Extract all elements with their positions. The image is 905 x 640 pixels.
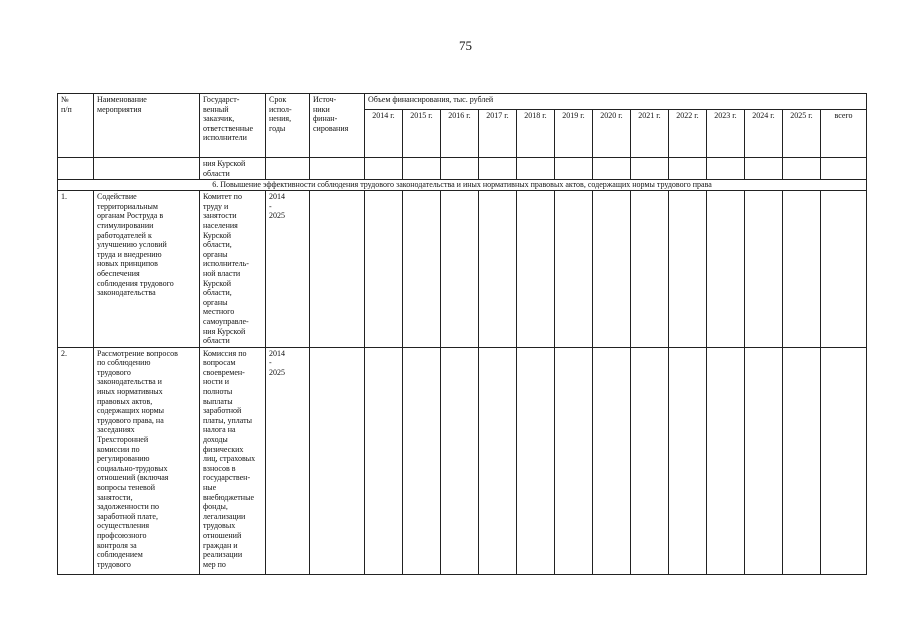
page-number: 75 xyxy=(459,38,472,53)
measure-num: 2. xyxy=(58,347,94,574)
measure-name: Содействие территориальным органам Роструда в стимулировании работодателей к улучшению условий труда и внедрению новых принципов обеспечения соблюдения трудового законодательства xyxy=(94,191,200,348)
header-customer: Государст- венный заказчик, ответственные исполнители xyxy=(200,94,266,158)
header-year: 2016 г. xyxy=(441,110,479,158)
table-row xyxy=(58,191,867,348)
header-volume: Объем финансирования, тыс. рублей xyxy=(365,94,867,110)
header-sources: Источ- ники финан- сирования xyxy=(310,94,365,158)
measure-num: 1. xyxy=(58,191,94,348)
header-year: 2015 г. xyxy=(403,110,441,158)
header-total: всего xyxy=(821,110,867,158)
header-year: 2025 г. xyxy=(783,110,821,158)
header-year: 2022 г. xyxy=(669,110,707,158)
header-year: 2024 г. xyxy=(745,110,783,158)
header-year: 2018 г. xyxy=(517,110,555,158)
header-num: № п/п xyxy=(58,94,94,158)
table-row xyxy=(58,158,867,180)
term-cell: 2014 - 2025 xyxy=(266,191,310,348)
measure-name: Рассмотрение вопросов по соблюдению трудового законодательства и иных нормативных правовых актов, содержащих нормы трудового права, на заседаниях Трехсторонней комиссии по регулированию социально-трудовых отношений (включая вопросы теневой занятости, задолженности по заработной плате, осуществления профсоюзного контроля за соблюдением трудового xyxy=(94,347,200,574)
header-year: 2020 г. xyxy=(593,110,631,158)
financing-table xyxy=(57,93,867,575)
term-cell: 2014 - 2025 xyxy=(266,347,310,574)
header-year: 2023 г. xyxy=(707,110,745,158)
table-row xyxy=(58,347,867,574)
header-year: 2017 г. xyxy=(479,110,517,158)
customer-cell: ния Курской области xyxy=(200,158,266,180)
customer-cell: Комитет по труду и занятости населения Курской области, органы исполнитель- ной власти Курской области, органы местного самоуправле- ния Курской области xyxy=(200,191,266,348)
header-name: Наименование мероприятия xyxy=(94,94,200,158)
header-term: Срок испол- нения, годы xyxy=(266,94,310,158)
header-year: 2021 г. xyxy=(631,110,669,158)
header-year: 2019 г. xyxy=(555,110,593,158)
customer-cell: Комиссия по вопросам своевремен- ности и полноты выплаты заработной платы, уплаты налога на доходы физических лиц, страховых взносов в государствен- ные внебюджетные фонды, легализации трудовых отношений граждан и реализации мер по xyxy=(200,347,266,574)
header-year: 2014 г. xyxy=(365,110,403,158)
table-row xyxy=(58,180,867,191)
section-title: 6. Повышение эффективности соблюдения трудового законодательства и иных нормативных правовых актов, содержащих нормы трудового права xyxy=(58,180,867,191)
